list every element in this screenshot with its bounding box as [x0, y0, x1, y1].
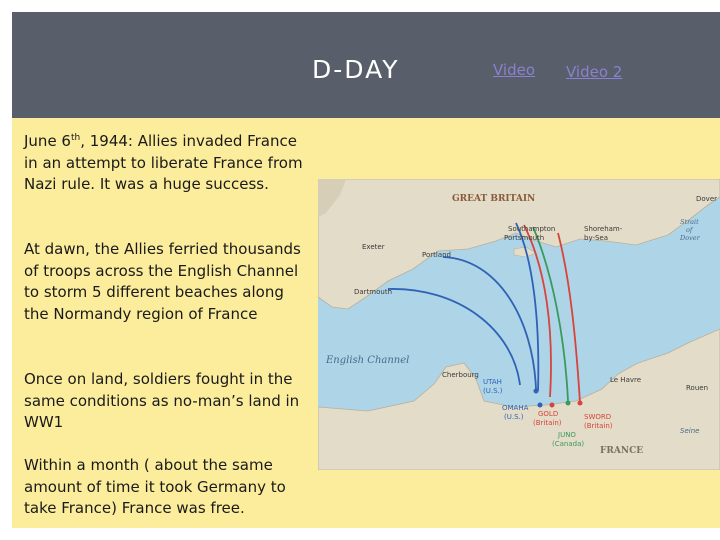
paragraph-channel: At dawn, the Allies ferried thousands of troops across the English Channel to storm 5 different beaches along the Normandy region of France: [24, 240, 301, 324]
landing-marker: [538, 403, 543, 408]
landing-marker: [578, 401, 583, 406]
normandy-map: [318, 179, 720, 470]
video-link[interactable]: Video: [493, 61, 536, 79]
label-strait: Dover: [680, 234, 700, 242]
place-shoreham: by-Sea: [584, 234, 609, 242]
label-france: FRANCE: [600, 446, 644, 456]
place-portland: Portland: [422, 251, 451, 259]
beach-omaha: OMAHA: [502, 404, 529, 412]
label-strait: Strait: [680, 218, 699, 226]
place-dartmouth: Dartmouth: [354, 288, 393, 296]
label-strait: of: [686, 226, 693, 234]
place-rouen: Rouen: [686, 384, 709, 392]
paragraph-freedom: Within a month ( about the same amount of time it took Germany to take France) France was free.: [24, 456, 286, 518]
place-portsmouth: Portsmouth: [504, 234, 545, 242]
place-dover: Dover: [696, 195, 717, 203]
paragraph-invasion: June 6th, 1944: Allies invaded France in an attempt to liberate France from Nazi rule. It was a huge success.: [24, 132, 303, 194]
landing-marker: [534, 389, 539, 394]
landing-marker: [566, 401, 571, 406]
place-shoreham: Shoreham-: [584, 225, 623, 233]
label-english-channel: English Channel: [326, 355, 410, 366]
beach-gold: GOLD: [538, 410, 559, 418]
beach-sword-force: (Britain): [584, 422, 613, 430]
beach-omaha-force: (U.S.): [504, 413, 524, 421]
beach-sword: SWORD: [584, 413, 612, 421]
video-2-link[interactable]: Video 2: [566, 63, 623, 81]
place-le-havre: Le Havre: [610, 376, 642, 384]
landing-marker: [550, 403, 555, 408]
beach-utah-force: (U.S.): [483, 387, 503, 395]
paragraph-land: Once on land, soldiers fought in the same conditions as no-man’s land in WW1: [24, 370, 300, 432]
beach-juno-force: (Canada): [552, 440, 585, 448]
place-exeter: Exeter: [362, 243, 385, 251]
page-title: D-DAY: [312, 55, 400, 84]
label-great-britain: GREAT BRITAIN: [452, 194, 536, 204]
place-cherbourg: Cherbourg: [442, 371, 479, 379]
place-southampton: Southampton: [508, 225, 556, 233]
beach-utah: UTAH: [483, 378, 502, 386]
place-seine: Seine: [680, 427, 700, 435]
beach-juno: JUNO: [558, 431, 576, 439]
beach-gold-force: (Britain): [533, 419, 562, 427]
